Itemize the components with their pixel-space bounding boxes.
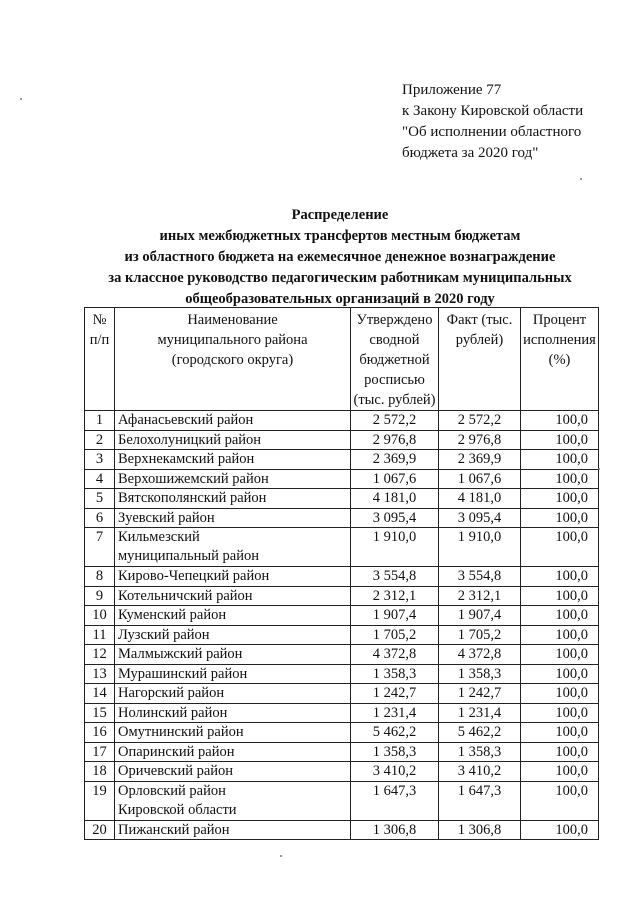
cell-name: Малмыжский район	[115, 645, 351, 665]
cell-name: Пижанский район	[115, 820, 351, 840]
cell-name: Мурашинский район	[115, 664, 351, 684]
header-num	[85, 308, 115, 411]
cell-fact: 2 369,9	[439, 450, 521, 470]
cell-fact: 2 312,1	[439, 586, 521, 606]
scan-speck	[598, 468, 600, 470]
cell-pct: 100,0	[521, 411, 599, 431]
cell-name: Котельничский район	[115, 586, 351, 606]
distribution-table	[84, 307, 599, 840]
cell-fact: 1 242,7	[439, 684, 521, 704]
cell-pct: 100,0	[521, 508, 599, 528]
cell-pct: 100,0	[521, 528, 599, 567]
cell-pct: 100,0	[521, 781, 599, 820]
name-line: Кильмезский	[118, 529, 200, 545]
cell-pct: 100,0	[521, 703, 599, 723]
cell-pct: 100,0	[521, 469, 599, 489]
cell-pct: 100,0	[521, 450, 599, 470]
cell-pct: 100,0	[521, 567, 599, 587]
cell-n: 10	[85, 606, 115, 626]
cell-fact: 4 181,0	[439, 489, 521, 509]
cell-name	[115, 781, 351, 820]
cell-n: 17	[85, 742, 115, 762]
cell-approved: 4 372,8	[351, 645, 439, 665]
cell-fact: 1 306,8	[439, 820, 521, 840]
cell-n: 18	[85, 762, 115, 782]
title-line: за классное руководство педагогическим работникам муниципальных	[108, 270, 572, 286]
table-row	[85, 528, 599, 567]
cell-fact: 3 095,4	[439, 508, 521, 528]
header-name	[115, 308, 351, 411]
cell-approved: 3 554,8	[351, 567, 439, 587]
table-row	[85, 664, 599, 684]
header-percent	[521, 308, 599, 411]
scan-speck	[280, 855, 282, 857]
cell-name: Верхошижемский район	[115, 469, 351, 489]
cell-fact: 1 231,4	[439, 703, 521, 723]
document-title	[40, 205, 640, 310]
cell-name: Афанасьевский район	[115, 411, 351, 431]
cell-pct: 100,0	[521, 625, 599, 645]
cell-approved: 1 067,6	[351, 469, 439, 489]
cell-approved: 5 462,2	[351, 723, 439, 743]
cell-fact: 3 554,8	[439, 567, 521, 587]
cell-n: 5	[85, 489, 115, 509]
table-row	[85, 430, 599, 450]
cell-fact: 1 910,0	[439, 528, 521, 567]
cell-approved: 1 910,0	[351, 528, 439, 567]
cell-pct: 100,0	[521, 820, 599, 840]
cell-n: 4	[85, 469, 115, 489]
table-row	[85, 703, 599, 723]
scan-speck	[580, 178, 582, 180]
cell-pct: 100,0	[521, 489, 599, 509]
cell-fact: 4 372,8	[439, 645, 521, 665]
cell-name: Куменский район	[115, 606, 351, 626]
header-fact-text: Факт (тыс. рублей)	[446, 312, 513, 348]
cell-fact: 1 907,4	[439, 606, 521, 626]
appendix-line: "Об исполнении областного	[402, 124, 582, 140]
table-row	[85, 762, 599, 782]
title-line: Распределение	[291, 207, 389, 223]
cell-pct: 100,0	[521, 606, 599, 626]
cell-n: 8	[85, 567, 115, 587]
cell-name: Нолинский район	[115, 703, 351, 723]
cell-name: Кирово-Чепецкий район	[115, 567, 351, 587]
cell-approved: 1 647,3	[351, 781, 439, 820]
cell-fact: 1 647,3	[439, 781, 521, 820]
table-row	[85, 645, 599, 665]
cell-approved: 3 410,2	[351, 762, 439, 782]
cell-n: 20	[85, 820, 115, 840]
header-approved-text: Утверждено сводной бюджетной росписью (тыс. рублей)	[353, 312, 436, 408]
cell-n: 13	[85, 664, 115, 684]
appendix-line: Приложение 77	[402, 82, 502, 98]
scan-speck	[20, 98, 22, 100]
cell-n: 2	[85, 430, 115, 450]
table-row	[85, 820, 599, 840]
cell-approved: 1 358,3	[351, 664, 439, 684]
header-percent-text: Процент исполнения (%)	[523, 312, 596, 368]
table-body	[85, 411, 599, 840]
table-row	[85, 450, 599, 470]
cell-approved: 2 976,8	[351, 430, 439, 450]
cell-name: Лузский район	[115, 625, 351, 645]
cell-pct: 100,0	[521, 430, 599, 450]
cell-fact: 1 358,3	[439, 742, 521, 762]
cell-approved: 3 095,4	[351, 508, 439, 528]
cell-name: Опаринский район	[115, 742, 351, 762]
header-num-text: № п/п	[89, 312, 110, 348]
cell-approved: 2 572,2	[351, 411, 439, 431]
cell-approved: 1 907,4	[351, 606, 439, 626]
table-row	[85, 723, 599, 743]
cell-approved: 1 242,7	[351, 684, 439, 704]
cell-approved: 1 231,4	[351, 703, 439, 723]
cell-approved: 2 369,9	[351, 450, 439, 470]
cell-approved: 4 181,0	[351, 489, 439, 509]
cell-name: Вятскополянский район	[115, 489, 351, 509]
cell-pct: 100,0	[521, 664, 599, 684]
cell-fact: 3 410,2	[439, 762, 521, 782]
table-row	[85, 625, 599, 645]
cell-name: Зуевский район	[115, 508, 351, 528]
name-line: Орловский район	[118, 782, 226, 799]
cell-approved: 1 306,8	[351, 820, 439, 840]
cell-fact: 5 462,2	[439, 723, 521, 743]
table-header-row	[85, 308, 599, 411]
table-row	[85, 586, 599, 606]
cell-n: 3	[85, 450, 115, 470]
cell-name: Омутнинский район	[115, 723, 351, 743]
cell-n: 6	[85, 508, 115, 528]
table-row	[85, 742, 599, 762]
header-name-text: Наименование муниципального района (городского округа)	[157, 312, 308, 368]
cell-name: Нагорский район	[115, 684, 351, 704]
cell-fact: 2 976,8	[439, 430, 521, 450]
cell-pct: 100,0	[521, 762, 599, 782]
cell-approved: 1 705,2	[351, 625, 439, 645]
appendix-line: бюджета за 2020 год"	[402, 145, 539, 161]
header-fact	[439, 308, 521, 411]
cell-pct: 100,0	[521, 742, 599, 762]
cell-n: 12	[85, 645, 115, 665]
cell-n: 19	[85, 781, 115, 820]
cell-pct: 100,0	[521, 586, 599, 606]
cell-name: Верхнекамский район	[115, 450, 351, 470]
cell-fact: 1 705,2	[439, 625, 521, 645]
cell-fact: 1 358,3	[439, 664, 521, 684]
name-line: Кировской области	[118, 801, 237, 818]
header-approved	[351, 308, 439, 411]
table-row	[85, 411, 599, 431]
cell-fact: 2 572,2	[439, 411, 521, 431]
table-row	[85, 508, 599, 528]
appendix-line: к Закону Кировской области	[402, 103, 584, 119]
cell-n: 9	[85, 586, 115, 606]
cell-name: Белохолуницкий район	[115, 430, 351, 450]
cell-name	[115, 528, 351, 567]
cell-fact: 1 067,6	[439, 469, 521, 489]
cell-n: 14	[85, 684, 115, 704]
table-row	[85, 781, 599, 820]
cell-approved: 2 312,1	[351, 586, 439, 606]
cell-pct: 100,0	[521, 723, 599, 743]
title-line: из областного бюджета на ежемесячное денежное вознаграждение	[124, 249, 556, 265]
cell-n: 15	[85, 703, 115, 723]
title-line: иных межбюджетных трансфертов местным бюджетам	[159, 228, 521, 244]
table-row	[85, 469, 599, 489]
table-row	[85, 489, 599, 509]
table-row	[85, 684, 599, 704]
cell-n: 1	[85, 411, 115, 431]
cell-approved: 1 358,3	[351, 742, 439, 762]
cell-n: 16	[85, 723, 115, 743]
cell-n: 7	[85, 528, 115, 567]
name-line: муниципальный район	[118, 548, 259, 564]
table-row	[85, 606, 599, 626]
cell-n: 11	[85, 625, 115, 645]
cell-name: Оричевский район	[115, 762, 351, 782]
title-line: общеобразовательных организаций в 2020 году	[185, 291, 495, 307]
cell-pct: 100,0	[521, 684, 599, 704]
cell-pct: 100,0	[521, 645, 599, 665]
appendix-note	[402, 80, 583, 164]
table-row	[85, 567, 599, 587]
